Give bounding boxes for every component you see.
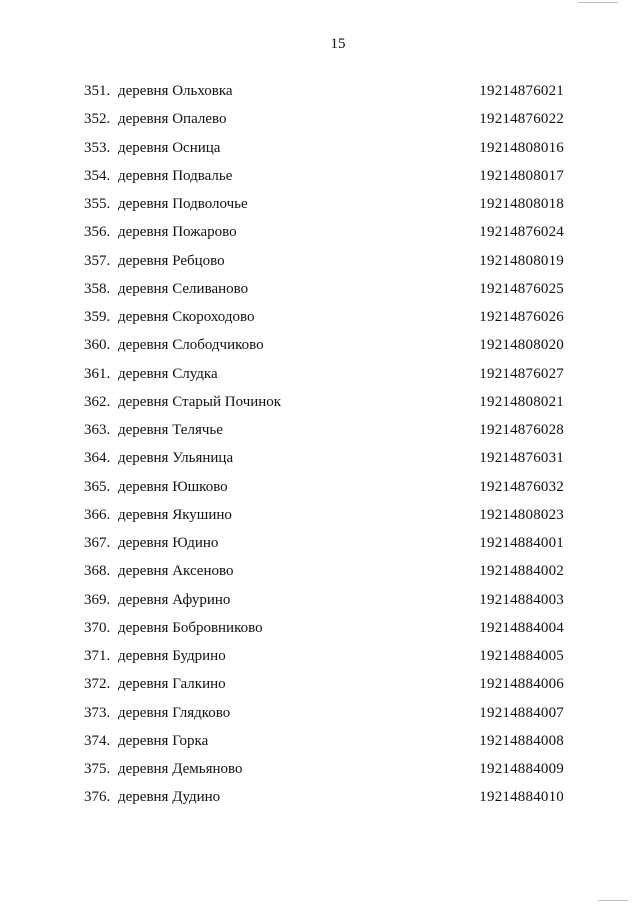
item-number: 375. [84, 761, 111, 777]
item-number: 368. [84, 563, 111, 580]
item-number: 374. [84, 732, 111, 749]
settlement-name: деревня Ульяница [118, 450, 234, 467]
item-number: 359. [84, 309, 111, 325]
oktmo-code: 19214808018 [479, 196, 564, 212]
item-number: 351. [84, 83, 111, 99]
settlement-name: деревня Бобровниково [118, 619, 263, 636]
oktmo-code: 19214808020 [479, 337, 564, 354]
list-item [84, 250, 564, 278]
item-number: 362. [84, 393, 111, 410]
oktmo-code: 19214884004 [479, 619, 564, 636]
oktmo-code: 19214876025 [479, 280, 564, 297]
item-number: 371. [84, 648, 111, 664]
oktmo-code: 19214808021 [479, 393, 564, 410]
item-number: 366. [84, 506, 111, 523]
oktmo-code: 19214808023 [479, 506, 564, 523]
list-item [84, 334, 564, 362]
oktmo-code: 19214876027 [479, 365, 564, 382]
settlement-name: деревня Подвалье [118, 167, 233, 184]
settlement-name: деревня Осница [118, 139, 221, 156]
item-number: 376. [84, 789, 111, 806]
item-number: 353. [84, 139, 111, 156]
oktmo-code: 19214876031 [479, 450, 564, 467]
list-item [84, 193, 564, 221]
oktmo-code: 19214808019 [479, 252, 564, 269]
settlement-name: деревня Слудка [118, 365, 218, 382]
oktmo-code: 19214884002 [479, 563, 564, 580]
settlement-name: деревня Пожарово [118, 224, 237, 241]
settlement-name: деревня Ребцово [118, 252, 225, 269]
item-number: 370. [84, 619, 111, 636]
settlement-name: деревня Подволочье [118, 196, 248, 212]
oktmo-code: 19214884009 [479, 761, 564, 777]
oktmo-code: 19214884001 [479, 535, 564, 551]
oktmo-code: 19214884006 [479, 676, 564, 693]
list-item [84, 447, 564, 475]
settlement-name: деревня Дудино [118, 789, 221, 806]
scan-mark-bottom-right [598, 900, 628, 901]
list-item [84, 560, 564, 588]
settlement-name: деревня Юшково [118, 478, 228, 495]
item-number: 372. [84, 676, 111, 693]
list-item [84, 419, 564, 447]
list-item [84, 108, 564, 136]
settlement-name: деревня Опалево [118, 111, 227, 128]
item-number: 358. [84, 280, 111, 297]
oktmo-code: 19214876022 [479, 111, 564, 128]
item-number: 356. [84, 224, 111, 241]
list-item [84, 786, 564, 814]
oktmo-code: 19214884010 [479, 789, 564, 806]
item-number: 354. [84, 167, 111, 184]
page-number: 15 [330, 36, 346, 52]
item-number: 361. [84, 365, 111, 382]
scan-mark-top-right [578, 2, 618, 3]
item-number: 367. [84, 535, 111, 551]
item-number: 355. [84, 196, 111, 212]
item-number: 373. [84, 704, 111, 721]
oktmo-code: 19214884003 [479, 591, 564, 608]
settlement-list [84, 80, 564, 815]
list-item [84, 137, 564, 165]
settlement-name: деревня Ольховка [118, 83, 233, 99]
oktmo-code: 19214876026 [479, 309, 564, 325]
oktmo-code: 19214808017 [479, 167, 564, 184]
settlement-name: деревня Афурино [118, 591, 231, 608]
oktmo-code: 19214808016 [479, 139, 564, 156]
list-item [84, 363, 564, 391]
list-item [84, 80, 564, 108]
list-item [84, 758, 564, 786]
settlement-name: деревня Будрино [118, 648, 226, 664]
oktmo-code: 19214876021 [479, 83, 564, 99]
settlement-name: деревня Юдино [118, 535, 219, 551]
settlement-name: деревня Якушино [118, 506, 232, 523]
item-number: 369. [84, 591, 111, 608]
list-item [84, 278, 564, 306]
list-item [84, 221, 564, 249]
settlement-name: деревня Аксеново [118, 563, 234, 580]
list-item [84, 306, 564, 334]
list-item [84, 532, 564, 560]
oktmo-code: 19214876032 [479, 478, 564, 495]
list-item [84, 476, 564, 504]
item-number: 364. [84, 450, 111, 467]
settlement-name: деревня Горка [118, 732, 209, 749]
settlement-name: деревня Слободчиково [118, 337, 264, 354]
list-item [84, 730, 564, 758]
settlement-name: деревня Галкино [118, 676, 226, 693]
list-item [84, 504, 564, 532]
list-item [84, 165, 564, 193]
item-number: 360. [84, 337, 111, 354]
item-number: 363. [84, 422, 111, 438]
settlement-name: деревня Демьяново [118, 761, 243, 777]
settlement-name: деревня Селиваново [118, 280, 249, 297]
list-item [84, 391, 564, 419]
list-item [84, 617, 564, 645]
oktmo-code: 19214884008 [479, 732, 564, 749]
oktmo-code: 19214876024 [479, 224, 564, 241]
oktmo-code: 19214884005 [479, 648, 564, 664]
list-item [84, 589, 564, 617]
list-item [84, 702, 564, 730]
settlement-name: деревня Глядково [118, 704, 231, 721]
list-item [84, 645, 564, 673]
item-number: 352. [84, 111, 111, 128]
item-number: 357. [84, 252, 111, 269]
list-item [84, 673, 564, 701]
settlement-name: деревня Старый Починок [118, 393, 282, 410]
oktmo-code: 19214884007 [479, 704, 564, 721]
settlement-name: деревня Телячье [118, 422, 223, 438]
settlement-name: деревня Скороходово [118, 309, 255, 325]
item-number: 365. [84, 478, 111, 495]
oktmo-code: 19214876028 [479, 422, 564, 438]
